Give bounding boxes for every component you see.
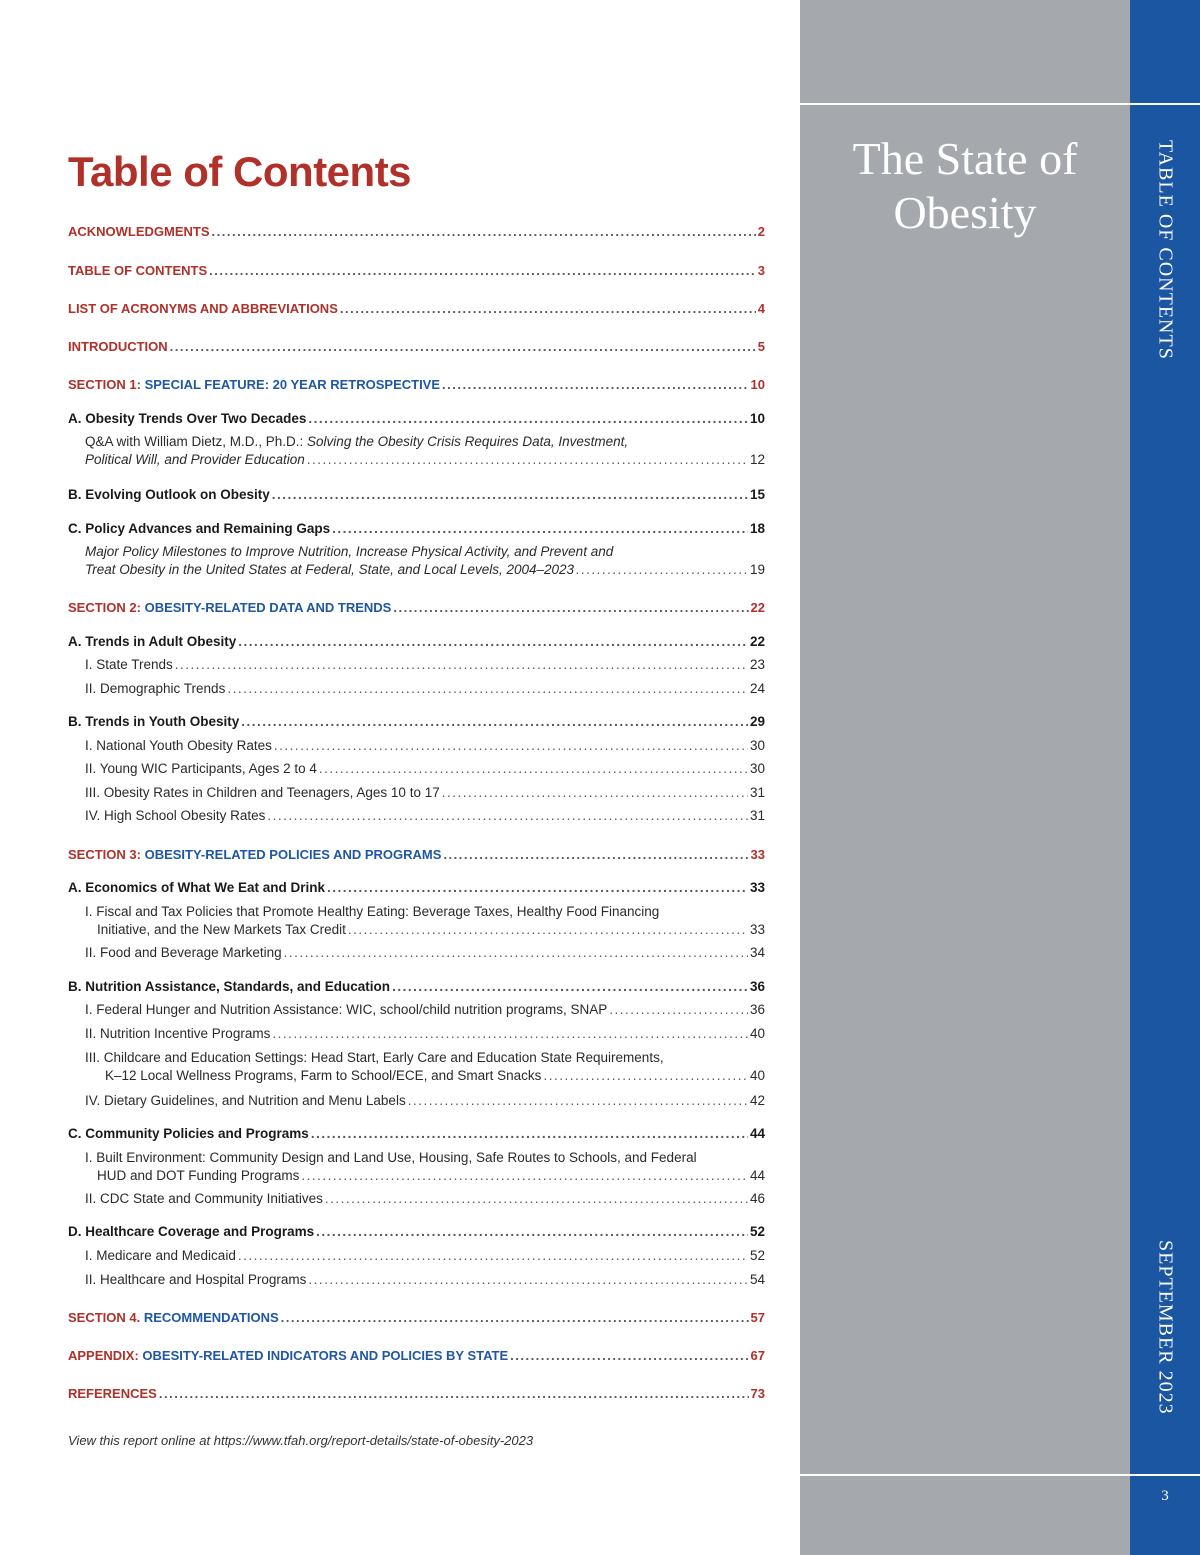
section-prefix: SECTION 4. [68,1310,144,1325]
entry-page: 5 [757,339,765,354]
toc-entry-s2b4[interactable] [85,807,765,825]
entry-label: B. Trends in Youth Obesity [68,714,240,729]
toc-entry-s3c1[interactable] [85,1149,765,1185]
leader-dots [308,410,748,428]
entry-label: I. State Trends [85,657,173,672]
entry-label-line2: HUD and DOT Funding Programs [97,1168,300,1183]
leader-dots [212,223,756,241]
entry-label: ACKNOWLEDGMENTS [68,224,210,239]
divider-top [1130,103,1200,105]
leader-dots [274,737,748,755]
entry-label: II. Nutrition Incentive Programs [85,1026,271,1041]
entry-label: B. Evolving Outlook on Obesity [68,487,270,502]
leader-dots [159,1385,749,1403]
toc-entry-s3c2[interactable] [85,1190,765,1208]
toc-entry-s3b4[interactable] [85,1092,765,1110]
page-number: 3 [1161,1488,1169,1504]
leader-dots [238,1247,748,1265]
online-link-note[interactable]: View this report online at https://www.tfah.org/report-details/state-of-obesity-2023 [68,1433,534,1448]
toc-entry-s2b2[interactable] [85,760,765,778]
toc-entry-s3d[interactable] [68,1223,765,1241]
entry-page: 52 [749,1248,765,1263]
entry-label-italic: Solving the Obesity Crisis Requires Data, Investment, [307,434,629,449]
entry-page: 54 [749,1272,765,1287]
toc-entry-s3a1[interactable] [85,903,765,939]
entry-page: 24 [749,681,765,696]
entry-label: D. Healthcare Coverage and Programs [68,1224,315,1239]
entry-page: 3 [757,263,765,278]
section-prefix: SECTION 3: [68,847,145,862]
toc-entry-appendix[interactable] [68,1347,765,1365]
entry-label: I. National Youth Obesity Rates [85,738,272,753]
toc-entry-s1c[interactable] [68,520,765,538]
leader-dots [543,1067,748,1085]
entry-label: II. CDC State and Community Initiatives [85,1191,323,1206]
entry-page: 22 [749,634,765,649]
leader-dots [443,846,748,864]
leader-dots [442,784,748,802]
leader-dots [510,1347,748,1365]
leader-dots [327,879,748,897]
toc-entry-s3a2[interactable] [85,944,765,962]
entry-page: 33 [749,880,765,895]
entry-page: 19 [749,562,765,577]
report-title [800,132,1130,240]
entry-label: IV. High School Obesity Rates [85,808,266,823]
leader-dots [281,1309,749,1327]
toc-entry-s3d2[interactable] [85,1271,765,1289]
toc-entry-s2b1[interactable] [85,737,765,755]
section-title: OBESITY-RELATED INDICATORS AND POLICIES BY STATE [142,1348,509,1363]
toc-entry-acronyms[interactable] [68,300,765,318]
entry-label: II. Demographic Trends [85,681,226,696]
toc-entry-s1a[interactable] [68,410,765,428]
section-title: OBESITY-RELATED DATA AND TRENDS [144,600,392,615]
entry-page: 15 [749,487,765,502]
vertical-date-label: SEPTEMBER 2023 [1154,1240,1177,1415]
toc-entry-s2a2[interactable] [85,680,765,698]
leader-dots [175,656,748,674]
entry-page: 52 [749,1224,765,1239]
leader-dots [609,1001,748,1019]
toc-entry-s3b1[interactable] [85,1001,765,1019]
entry-label-line1: Major Policy Milestones to Improve Nutrition, Increase Physical Activity, and Prevent and [85,544,614,559]
toc-entry-acknowledgments[interactable] [68,223,765,241]
toc-entry-s3d1[interactable] [85,1247,765,1265]
entry-page: 44 [749,1168,765,1183]
toc-entry-table-of-contents[interactable] [68,262,765,280]
entry-label: II. Food and Beverage Marketing [85,945,282,960]
entry-label [68,1309,279,1327]
toc-entry-section-3[interactable] [68,846,765,864]
entry-page: 57 [750,1310,765,1325]
leader-dots [325,1190,748,1208]
entry-page: 2 [757,224,765,239]
entry-page: 18 [749,521,765,536]
entry-page: 34 [749,945,765,960]
toc-entry-s3b[interactable] [68,978,765,996]
toc-entry-s1c-milestones[interactable] [85,543,765,579]
entry-label: C. Community Policies and Programs [68,1126,309,1141]
entry-page: 12 [749,452,765,467]
leader-dots [272,1025,748,1043]
toc-entry-s2b3[interactable] [85,784,765,802]
entry-label [68,1347,508,1365]
section-prefix: SECTION 2: [68,600,145,615]
leader-dots [209,262,756,280]
leader-dots [170,338,756,356]
divider-top [800,103,1130,105]
leader-dots [340,300,756,318]
entry-label: B. Nutrition Assistance, Standards, and Education [68,979,391,994]
leader-dots [238,633,748,651]
entry-label: III. Obesity Rates in Children and Teenagers, Ages 10 to 17 [85,785,440,800]
entry-page: 73 [750,1386,765,1401]
leader-dots [301,1167,748,1185]
entry-page: 67 [750,1348,765,1363]
entry-page: 23 [749,657,765,672]
entry-label: I. Federal Hunger and Nutrition Assistance: WIC, school/child nutrition programs, SNAP [85,1002,608,1017]
vertical-section-label: TABLE OF CONTENTS [1154,140,1177,360]
entry-page: 30 [749,738,765,753]
page-title: Table of Contents [68,148,412,195]
leader-dots [442,376,749,394]
entry-page: 33 [750,847,765,862]
entry-label [68,599,391,617]
toc-entry-section-2[interactable] [68,599,765,617]
toc-entry-s3a[interactable] [68,879,765,897]
entry-page: 22 [750,600,765,615]
leader-dots [576,561,748,579]
entry-label: I. Medicare and Medicaid [85,1248,236,1263]
divider-bottom [1130,1474,1200,1476]
entry-label: TABLE OF CONTENTS [68,263,208,278]
toc-entry-s3b2[interactable] [85,1025,765,1043]
entry-label: INTRODUCTION [68,339,168,354]
toc-entry-introduction[interactable] [68,338,765,356]
toc-entry-s3c[interactable] [68,1125,765,1143]
entry-label: A. Obesity Trends Over Two Decades [68,411,307,426]
leader-dots [408,1092,748,1110]
toc-entry-s1b[interactable] [68,486,765,504]
entry-page: 44 [749,1126,765,1141]
leader-dots [308,1271,748,1289]
leader-dots [392,978,748,996]
entry-label-line1: III. Childcare and Education Settings: Head Start, Early Care and Education State Requirements, [85,1050,664,1065]
entry-label: II. Healthcare and Hospital Programs [85,1272,307,1287]
entry-label: A. Trends in Adult Obesity [68,634,237,649]
entry-page: 42 [749,1093,765,1108]
entry-page: 36 [749,979,765,994]
toc-entry-s2a[interactable] [68,633,765,651]
toc-entry-section-1[interactable] [68,376,765,394]
entry-label: A. Economics of What We Eat and Drink [68,880,326,895]
entry-page: 33 [749,922,765,937]
entry-label [68,376,440,394]
leader-dots [272,486,748,504]
leader-dots [311,1125,748,1143]
entry-page: 46 [749,1191,765,1206]
toc-entry-s2b[interactable] [68,713,765,731]
entry-label: IV. Dietary Guidelines, and Nutrition and Menu Labels [85,1093,406,1108]
entry-label [68,846,441,864]
report-title-line2: Obesity [893,187,1037,238]
entry-page: 31 [749,785,765,800]
report-title-line1: The State of [852,133,1078,184]
leader-dots [307,451,748,469]
entry-label-line2: Initiative, and the New Markets Tax Credit [97,922,346,937]
toc-entry-s2a1[interactable] [85,656,765,674]
leader-dots [284,944,748,962]
entry-page: 31 [749,808,765,823]
leader-dots [227,680,748,698]
entry-page: 40 [749,1068,765,1083]
entry-page: 4 [757,301,765,316]
entry-label: C. Policy Advances and Remaining Gaps [68,521,331,536]
entry-page: 29 [749,714,765,729]
entry-page: 30 [749,761,765,776]
entry-page: 10 [750,377,765,392]
toc-entry-references[interactable] [68,1385,765,1403]
toc-entry-section-4[interactable] [68,1309,765,1327]
section-prefix: APPENDIX: [68,1348,143,1363]
leader-dots [319,760,748,778]
toc-entry-s3b3[interactable] [85,1049,765,1085]
toc-entry-s1a-qa[interactable] [85,433,765,469]
entry-page: 36 [749,1002,765,1017]
leader-dots [332,520,748,538]
entry-label-line1: I. Built Environment: Community Design and Land Use, Housing, Safe Routes to Schools, and Federal [85,1150,697,1165]
leader-dots [316,1223,748,1241]
entry-label: II. Young WIC Participants, Ages 2 to 4 [85,761,317,776]
entry-label-plain: Q&A with William Dietz, M.D., Ph.D.: [85,434,308,449]
entry-label: LIST OF ACRONYMS AND ABBREVIATIONS [68,301,338,316]
entry-label-line1: I. Fiscal and Tax Policies that Promote Healthy Eating: Beverage Taxes, Healthy Food Financing [85,904,660,919]
leader-dots [241,713,748,731]
entry-label: REFERENCES [68,1386,157,1401]
section-title: OBESITY-RELATED POLICIES AND PROGRAMS [144,847,442,862]
entry-label-line2: Political Will, and Provider Education [85,452,305,467]
entry-page: 40 [749,1026,765,1041]
divider-bottom [800,1474,1130,1476]
entry-label-line2: K–12 Local Wellness Programs, Farm to School/ECE, and Smart Snacks [105,1068,542,1083]
section-title: SPECIAL FEATURE: 20 YEAR RETROSPECTIVE [144,377,441,392]
section-prefix: SECTION 1: [68,377,145,392]
leader-dots [393,599,748,617]
leader-dots [267,807,748,825]
entry-page: 10 [749,411,765,426]
entry-label-line2: Treat Obesity in the United States at Federal, State, and Local Levels, 2004–2023 [85,562,575,577]
leader-dots [348,921,748,939]
section-title: RECOMMENDATIONS [143,1310,279,1325]
